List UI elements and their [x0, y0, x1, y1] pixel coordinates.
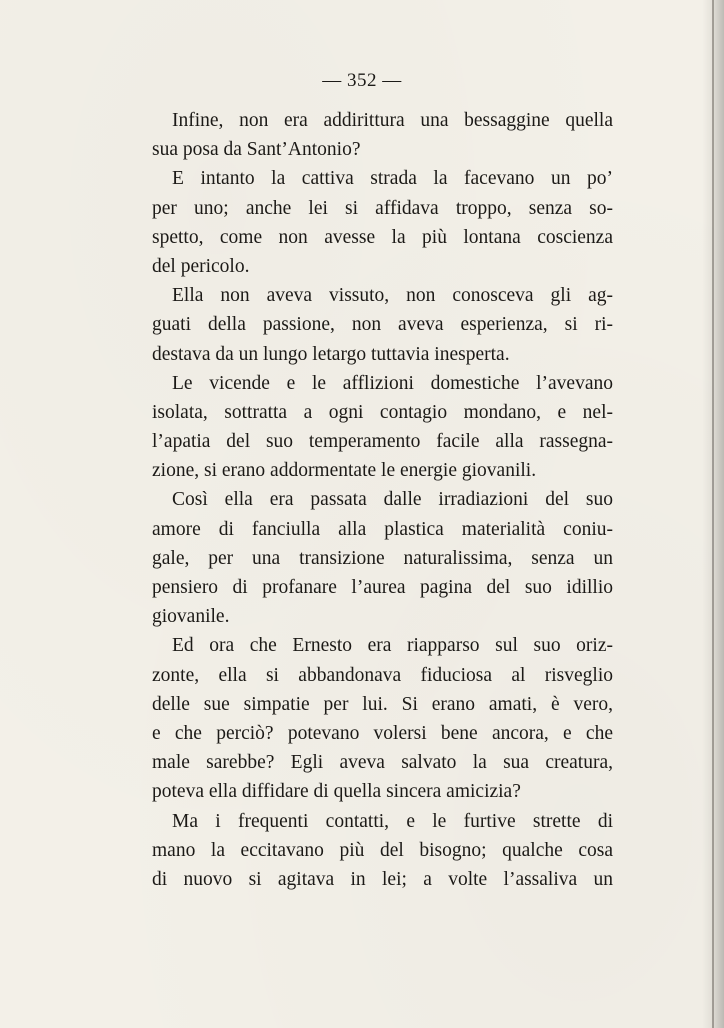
text-line: per uno; anche lei si affidava troppo, senza so-: [152, 197, 613, 219]
text-line: Così ella era passata dalle irradiazioni del suo: [172, 489, 613, 511]
text-line: E intanto la cattiva strada la facevano un po’: [172, 168, 613, 190]
text-line: Ed ora che Ernesto era riapparso sul suo oriz-: [172, 635, 613, 657]
text-line: l’apatia del suo temperamento facile alla rassegna-: [152, 431, 613, 453]
text-line: giovanile.: [152, 606, 230, 628]
text-line: destava da un lungo letargo tuttavia inesperta.: [152, 343, 510, 365]
text-line: e che perciò? potevano volersi bene ancora, e che: [152, 722, 613, 744]
text-line: Ella non aveva vissuto, non conosceva gli ag-: [172, 285, 613, 307]
page-edge-line: [712, 0, 714, 1028]
text-line: amore di fanciulla alla plastica materialità coniu-: [152, 518, 613, 540]
text-line: di nuovo si agitava in lei; a volte l’assaliva un: [152, 868, 613, 890]
text-line: sua posa da Sant’Antonio?: [152, 139, 361, 161]
text-line: gale, per una transizione naturalissima, senza un: [152, 547, 613, 569]
text-line: delle sue simpatie per lui. Si erano amati, è vero,: [152, 693, 613, 715]
text-line: pensiero di profanare l’aurea pagina del suo idillio: [152, 577, 613, 598]
page-number: — 352 —: [322, 70, 402, 91]
text-line: del pericolo.: [152, 255, 250, 277]
text-line: poteva ella diffidare di quella sincera amicizia?: [152, 781, 521, 803]
text-line: male sarebbe? Egli aveva salvato la sua creatura,: [152, 752, 613, 774]
text-line: spetto, come non avesse la più lontana coscienza: [152, 226, 613, 248]
text-line: zonte, ella si abbandonava fiduciosa al risveglio: [152, 664, 613, 686]
text-line: isolata, sottratta a ogni contagio mondano, e nel-: [152, 401, 613, 423]
text-line: Le vicende e le afflizioni domestiche l’avevano: [172, 372, 613, 394]
body-text: [152, 106, 613, 894]
text-line: guati della passione, non aveva esperienza, si ri-: [152, 314, 613, 336]
text-line: zione, si erano addormentate le energie giovanili.: [152, 460, 537, 482]
text-line: Ma i frequenti contatti, e le furtive strette di: [172, 810, 613, 832]
text-line: mano la eccitavano più del bisogno; qualche cosa: [152, 839, 613, 861]
text-line: Infine, non era addirittura una bessaggine quella: [172, 110, 613, 131]
